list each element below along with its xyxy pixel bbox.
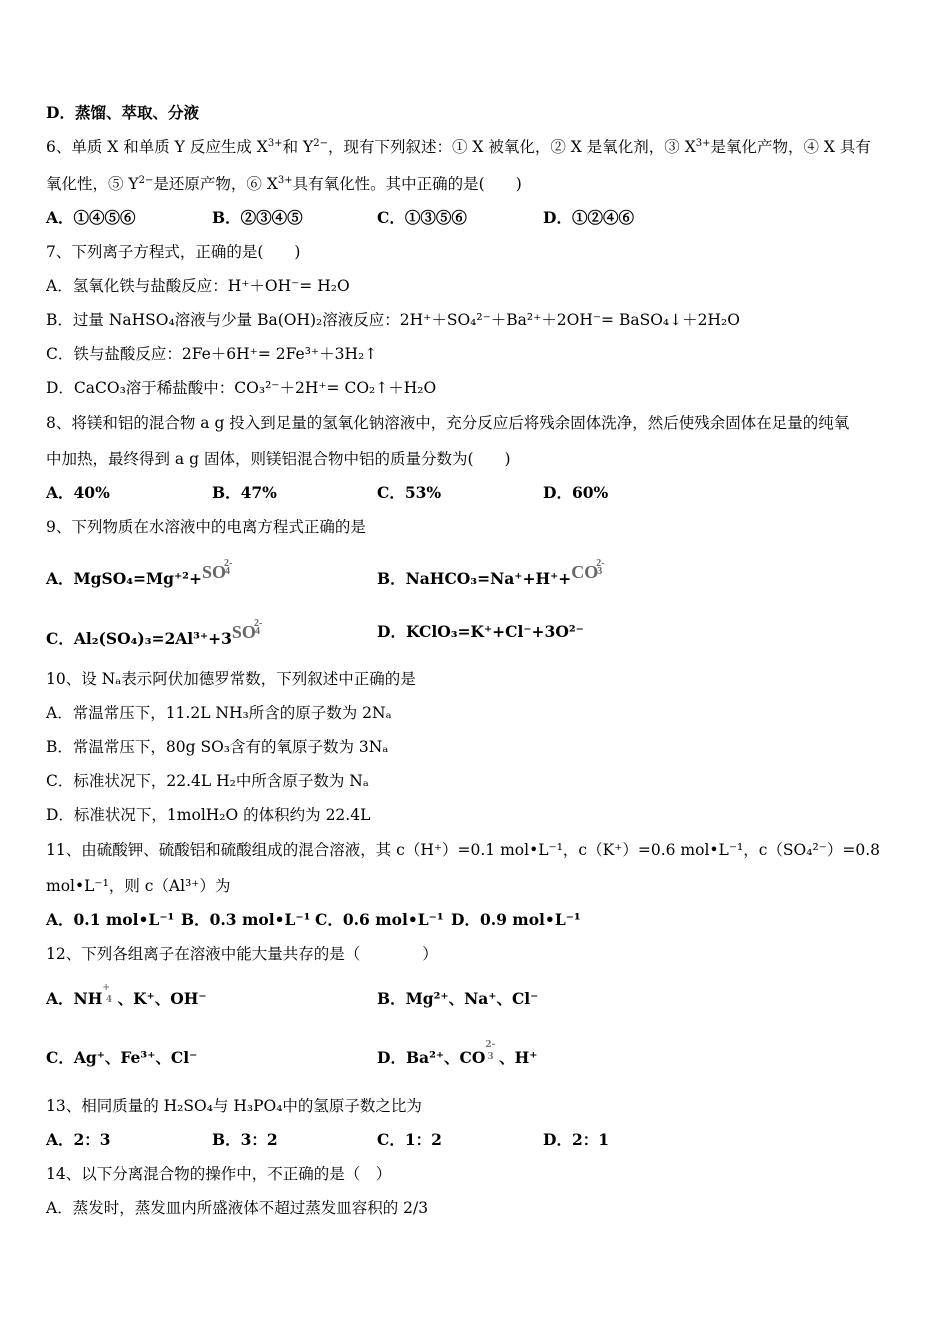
sulfate-ion-image: $SO^4$ 2- xyxy=(201,558,233,582)
q10-option-d: D．标准状况下，1molH₂O 的体积约为 22.4L xyxy=(46,806,371,824)
q10-option-b: B．常温常压下，80g SO₃含有的氧原子数为 3Nₐ xyxy=(46,738,389,756)
question-8-line-2: 中加热，最终得到 a g 固体，则镁铝混合物中铝的质量分数为( ) xyxy=(46,450,511,468)
q8-option-b: B．47% xyxy=(212,483,277,502)
q13-option-c: C．1：2 xyxy=(377,1130,442,1149)
question-11-line-2: mol•L⁻¹，则 c（Al³⁺）为 xyxy=(46,877,231,895)
q9-option-a: A．$MgSO_4=Mg^{+2}+SO^4$ 2- xyxy=(46,558,233,588)
q8-option-d: D．60% xyxy=(543,483,609,502)
q10-option-c: C．标准状况下，22.4L H₂中所含原子数为 Nₐ xyxy=(46,772,369,790)
q12-option-a: A．NH+4 、K⁺、OH⁻ xyxy=(46,983,207,1008)
q13-option-a: A．2：3 xyxy=(46,1130,111,1149)
q12-option-d: D．Ba²⁺、CO$^{2-3}$ 、H⁺ xyxy=(377,1040,538,1067)
question-13: 13、相同质量的 H₂SO₄与 H₃PO₄中的氢原子数之比为 xyxy=(46,1097,422,1115)
question-6-line-2: 氧化性，⑤ $Y^{2-}$是还原产物，⑥ $X^{3+}$具有氧化性。其中正确的是( ) xyxy=(46,174,522,193)
q11-option-a: A．0.1 mol•L⁻¹ xyxy=(46,910,175,929)
q7-option-b: B．过量 NaHSO₄溶液与少量 Ba(OH)₂溶液反应：2H⁺＋SO₄²⁻＋Ba²⁺＋2OH⁻= BaSO₄↓＋2H₂O xyxy=(46,311,740,329)
option-d-distillation: D．蒸馏、萃取、分液 xyxy=(46,103,199,122)
question-6-line-1: 6、单质 X 和单质 Y 反应生成 $X^{3+}$和 $Y^{2-}$，现有下列叙述：① X 被氧化，② X 是氧化剂，③ $X^{3+}$是氧化产物，④ X 具有 xyxy=(46,137,871,156)
q8-option-c: C．53% xyxy=(377,483,442,502)
q6-option-c: C．①③⑤⑥ xyxy=(377,208,467,227)
question-10: 10、设 Nₐ表示阿伏加德罗常数，下列叙述中正确的是 xyxy=(46,670,416,688)
q13-option-b: B．3：2 xyxy=(212,1130,278,1149)
q9-option-b: B．$NaHCO_3=Na^++H^++CO^3$ 2- xyxy=(377,558,605,588)
q14-option-a: A．蒸发时，蒸发皿内所盛液体不超过蒸发皿容积的 2/3 xyxy=(46,1199,429,1217)
sulfate-ion-image: $SO^4$ 2- xyxy=(231,618,263,642)
question-7: 7、下列离子方程式，正确的是( ) xyxy=(46,243,301,261)
q11-option-b: B．0.3 mol•L⁻¹ xyxy=(181,910,311,929)
q9-option-c: C．$Al_2(SO_4)_3=2Al^{3+}+3SO^4$ 2- xyxy=(46,618,263,648)
q12-option-c: C．Ag⁺、Fe³⁺、Cl⁻ xyxy=(46,1048,198,1067)
q7-option-d: D．CaCO₃溶于稀盐酸中：CO₃²⁻＋2H⁺= CO₂↑＋H₂O xyxy=(46,379,437,397)
q6-option-d: D．①②④⑥ xyxy=(543,208,634,227)
q12-option-b: B．Mg²⁺、Na⁺、Cl⁻ xyxy=(377,989,539,1008)
q6-option-a: A．①④⑤⑥ xyxy=(46,208,136,227)
question-8-line-1: 8、将镁和铝的混合物 a g 投入到足量的氢氧化钠溶液中，充分反应后将残余固体洗净，然后使残余固体在足量的纯氧 xyxy=(46,414,850,432)
q13-option-d: D．2：1 xyxy=(543,1130,610,1149)
question-9: 9、下列物质在水溶液中的电离方程式正确的是 xyxy=(46,518,366,536)
q8-option-a: A．40% xyxy=(46,483,110,502)
q11-option-d: D．0.9 mol•L⁻¹ xyxy=(451,910,581,929)
q6-option-b: B．②③④⑤ xyxy=(212,208,303,227)
q9-option-d: D．KClO₃=K⁺+Cl⁻+3O²⁻ xyxy=(377,622,584,641)
q10-option-a: A．常温常压下，11.2L NH₃所含的原子数为 2Nₐ xyxy=(46,704,392,722)
q11-option-c: C．0.6 mol•L⁻¹ xyxy=(315,910,444,929)
q7-option-a: A．氢氧化铁与盐酸反应：H⁺＋OH⁻= H₂O xyxy=(46,277,350,295)
carbonate-ion-image: $CO^3$ 2- xyxy=(571,558,605,582)
q7-option-c: C．铁与盐酸反应：2Fe＋6H⁺= 2Fe³⁺＋3H₂↑ xyxy=(46,345,378,363)
question-12: 12、下列各组离子在溶液中能大量共存的是（ ） xyxy=(46,945,438,963)
question-14: 14、以下分离混合物的操作中，不正确的是（ ） xyxy=(46,1165,392,1183)
question-11-line-1: 11、由硫酸钾、硫酸铝和硫酸组成的混合溶液，其 c（H⁺）=0.1 mol•L⁻¹，c（K⁺）=0.6 mol•L⁻¹，c（SO₄²⁻）=0.8 xyxy=(46,841,880,859)
